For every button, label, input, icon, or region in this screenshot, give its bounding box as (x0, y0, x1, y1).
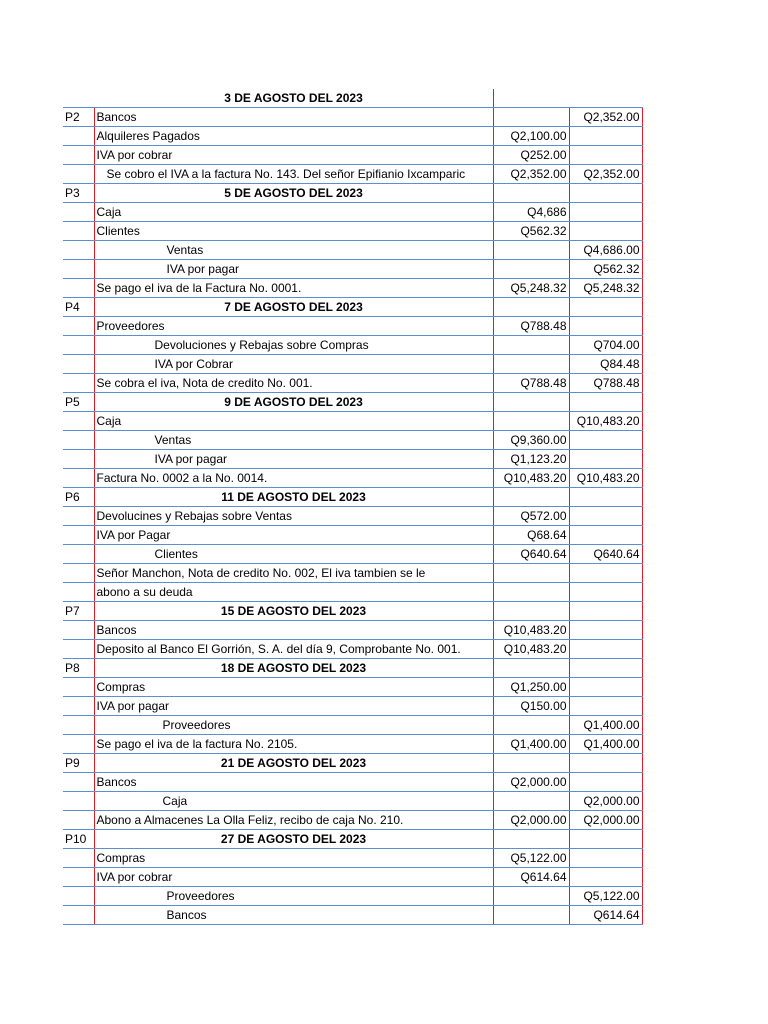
debit-amount-cell: Q1,250.00 (493, 678, 569, 697)
journal-row (63, 127, 642, 146)
account-description-cell: Se pago el iva de la factura No. 2105. (94, 735, 493, 754)
credit-amount-cell (569, 849, 642, 868)
debit-amount-cell: Q10,483.20 (493, 469, 569, 488)
credit-amount-cell: Q704.00 (569, 336, 642, 355)
account-description-cell: Clientes (94, 545, 493, 564)
entry-code-cell (63, 906, 94, 925)
date-header-row (63, 298, 642, 317)
entry-code-cell (63, 89, 94, 108)
entry-code-cell (63, 127, 94, 146)
credit-amount-cell (569, 583, 642, 602)
credit-amount-cell: Q10,483.20 (569, 412, 642, 431)
journal-row (63, 526, 642, 545)
credit-amount-cell (569, 507, 642, 526)
entry-code-cell (63, 374, 94, 393)
journal-row (63, 279, 642, 298)
entry-code-cell (63, 811, 94, 830)
journal-row (63, 773, 642, 792)
debit-amount-cell (493, 716, 569, 735)
debit-amount-cell: Q788.48 (493, 374, 569, 393)
account-description-cell: Se pago el iva de la Factura No. 0001. (94, 279, 493, 298)
journal-row (63, 792, 642, 811)
entry-code-cell (63, 773, 94, 792)
debit-amount-cell: Q68.64 (493, 526, 569, 545)
debit-amount-cell: Q252.00 (493, 146, 569, 165)
journal-table (63, 89, 643, 925)
debit-amount-cell (493, 260, 569, 279)
entry-code-cell (63, 146, 94, 165)
account-description-cell: Proveedores (94, 716, 493, 735)
entry-code-cell (63, 165, 94, 184)
credit-amount-cell (569, 526, 642, 545)
debit-amount-cell (493, 887, 569, 906)
journal-row (63, 545, 642, 564)
credit-amount-cell: Q10,483.20 (569, 469, 642, 488)
journal-row (63, 887, 642, 906)
debit-amount-cell (493, 792, 569, 811)
entry-code-cell (63, 412, 94, 431)
account-description-cell: Caja (94, 203, 493, 222)
entry-code-cell: P10 (63, 830, 94, 849)
entry-code-cell: P3 (63, 184, 94, 203)
debit-amount-cell: Q2,000.00 (493, 773, 569, 792)
debit-amount-cell: Q10,483.20 (493, 621, 569, 640)
debit-amount-cell (493, 412, 569, 431)
entry-code-cell (63, 507, 94, 526)
journal-row (63, 241, 642, 260)
entry-code-cell (63, 469, 94, 488)
journal-row (63, 450, 642, 469)
debit-amount-cell: Q572.00 (493, 507, 569, 526)
credit-amount-cell (569, 564, 642, 583)
journal-row (63, 374, 642, 393)
journal-row (63, 203, 642, 222)
entry-date-cell: 3 DE AGOSTO DEL 2023 (94, 89, 493, 108)
credit-amount-cell: Q640.64 (569, 545, 642, 564)
credit-amount-cell (569, 488, 642, 507)
credit-amount-cell (569, 697, 642, 716)
entry-code-cell (63, 260, 94, 279)
entry-code-cell: P6 (63, 488, 94, 507)
account-description-cell: IVA por cobrar (94, 146, 493, 165)
debit-amount-cell (493, 564, 569, 583)
credit-amount-cell (569, 393, 642, 412)
account-description-cell: Ventas (94, 431, 493, 450)
journal-row (63, 640, 642, 659)
entry-code-cell: P4 (63, 298, 94, 317)
date-header-row (63, 659, 642, 678)
credit-amount-cell (569, 431, 642, 450)
entry-code-cell (63, 336, 94, 355)
journal-row (63, 222, 642, 241)
account-description-cell: Devoluciones y Rebajas sobre Compras (94, 336, 493, 355)
journal-row (63, 678, 642, 697)
credit-amount-cell: Q788.48 (569, 374, 642, 393)
account-description-cell: Ventas (94, 241, 493, 260)
entry-date-cell: 11 DE AGOSTO DEL 2023 (94, 488, 493, 507)
credit-amount-cell (569, 146, 642, 165)
credit-amount-cell (569, 773, 642, 792)
credit-amount-cell: Q2,352.00 (569, 108, 642, 127)
account-description-cell: Se cobra el iva, Nota de credito No. 001. (94, 374, 493, 393)
account-description-cell: Compras (94, 849, 493, 868)
debit-amount-cell (493, 754, 569, 773)
credit-amount-cell: Q5,122.00 (569, 887, 642, 906)
journal-row (63, 336, 642, 355)
entry-code-cell (63, 222, 94, 241)
date-header-row (63, 89, 642, 108)
entry-code-cell (63, 716, 94, 735)
journal-row (63, 849, 642, 868)
debit-amount-cell: Q2,352.00 (493, 165, 569, 184)
credit-amount-cell (569, 659, 642, 678)
credit-amount-cell (569, 678, 642, 697)
journal-row (63, 146, 642, 165)
entry-code-cell (63, 792, 94, 811)
entry-code-cell (63, 849, 94, 868)
credit-amount-cell (569, 127, 642, 146)
account-description-cell: Bancos (94, 773, 493, 792)
account-description-cell: IVA por pagar (94, 260, 493, 279)
journal-row (63, 564, 642, 583)
debit-amount-cell: Q614.64 (493, 868, 569, 887)
credit-amount-cell (569, 184, 642, 203)
entry-code-cell (63, 450, 94, 469)
entry-code-cell (63, 545, 94, 564)
entry-code-cell (63, 241, 94, 260)
account-description-cell: Deposito al Banco El Gorrión, S. A. del día 9, Comprobante No. 001. (94, 640, 493, 659)
credit-amount-cell: Q2,000.00 (569, 792, 642, 811)
debit-amount-cell: Q1,123.20 (493, 450, 569, 469)
credit-amount-cell (569, 868, 642, 887)
account-description-cell: abono a su deuda (94, 583, 493, 602)
entry-code-cell (63, 279, 94, 298)
journal-row (63, 469, 642, 488)
account-description-cell: Devolucines y Rebajas sobre Ventas (94, 507, 493, 526)
credit-amount-cell: Q4,686.00 (569, 241, 642, 260)
journal-row (63, 108, 642, 127)
entry-code-cell (63, 697, 94, 716)
entry-date-cell: 18 DE AGOSTO DEL 2023 (94, 659, 493, 678)
credit-amount-cell (569, 830, 642, 849)
journal-row (63, 906, 642, 925)
debit-amount-cell (493, 355, 569, 374)
account-description-cell: Caja (94, 792, 493, 811)
account-description-cell: Compras (94, 678, 493, 697)
journal-row (63, 260, 642, 279)
date-header-row (63, 488, 642, 507)
journal-row (63, 165, 642, 184)
debit-amount-cell (493, 298, 569, 317)
debit-amount-cell: Q1,400.00 (493, 735, 569, 754)
credit-amount-cell: Q1,400.00 (569, 716, 642, 735)
journal-row (63, 355, 642, 374)
journal-row (63, 583, 642, 602)
account-description-cell: IVA por cobrar (94, 868, 493, 887)
credit-amount-cell (569, 317, 642, 336)
entry-date-cell: 21 DE AGOSTO DEL 2023 (94, 754, 493, 773)
debit-amount-cell (493, 336, 569, 355)
debit-amount-cell (493, 830, 569, 849)
account-description-cell: Proveedores (94, 887, 493, 906)
credit-amount-cell: Q2,352.00 (569, 165, 642, 184)
credit-amount-cell (569, 450, 642, 469)
debit-amount-cell: Q788.48 (493, 317, 569, 336)
account-description-cell: IVA por Pagar (94, 526, 493, 545)
credit-amount-cell: Q2,000.00 (569, 811, 642, 830)
account-description-cell: Señor Manchon, Nota de credito No. 002, El iva tambien se le (94, 564, 493, 583)
credit-amount-cell (569, 222, 642, 241)
journal-row (63, 507, 642, 526)
entry-date-cell: 27 DE AGOSTO DEL 2023 (94, 830, 493, 849)
debit-amount-cell: Q2,000.00 (493, 811, 569, 830)
credit-amount-cell: Q5,248.32 (569, 279, 642, 298)
entry-code-cell: P2 (63, 108, 94, 127)
debit-amount-cell: Q5,248.32 (493, 279, 569, 298)
entry-date-cell: 15 DE AGOSTO DEL 2023 (94, 602, 493, 621)
entry-date-cell: 5 DE AGOSTO DEL 2023 (94, 184, 493, 203)
debit-amount-cell: Q10,483.20 (493, 640, 569, 659)
account-description-cell: Bancos (94, 108, 493, 127)
journal-row (63, 735, 642, 754)
entry-code-cell (63, 526, 94, 545)
credit-amount-cell (569, 203, 642, 222)
credit-amount-cell: Q562.32 (569, 260, 642, 279)
account-description-cell: IVA por Cobrar (94, 355, 493, 374)
journal-row (63, 621, 642, 640)
entry-code-cell: P8 (63, 659, 94, 678)
debit-amount-cell (493, 241, 569, 260)
account-description-cell: Caja (94, 412, 493, 431)
journal-row (63, 811, 642, 830)
date-header-row (63, 754, 642, 773)
debit-amount-cell: Q640.64 (493, 545, 569, 564)
journal-row (63, 412, 642, 431)
debit-amount-cell: Q150.00 (493, 697, 569, 716)
debit-amount-cell: Q5,122.00 (493, 849, 569, 868)
account-description-cell: Proveedores (94, 317, 493, 336)
entry-code-cell (63, 887, 94, 906)
entry-date-cell: 9 DE AGOSTO DEL 2023 (94, 393, 493, 412)
debit-amount-cell (493, 89, 569, 108)
credit-amount-cell: Q614.64 (569, 906, 642, 925)
account-description-cell: Bancos (94, 621, 493, 640)
credit-amount-cell (569, 621, 642, 640)
entry-code-cell: P9 (63, 754, 94, 773)
credit-amount-cell (569, 298, 642, 317)
date-header-row (63, 602, 642, 621)
debit-amount-cell: Q2,100.00 (493, 127, 569, 146)
account-description-cell: Factura No. 0002 a la No. 0014. (94, 469, 493, 488)
debit-amount-cell (493, 602, 569, 621)
journal-row (63, 431, 642, 450)
credit-amount-cell: Q84.48 (569, 355, 642, 374)
entry-code-cell (63, 317, 94, 336)
debit-amount-cell (493, 184, 569, 203)
credit-amount-cell (569, 602, 642, 621)
debit-amount-cell (493, 583, 569, 602)
entry-code-cell (63, 640, 94, 659)
entry-code-cell (63, 564, 94, 583)
account-description-cell: Clientes (94, 222, 493, 241)
account-description-cell: IVA por pagar (94, 450, 493, 469)
entry-code-cell (63, 621, 94, 640)
journal-row (63, 317, 642, 336)
date-header-row (63, 393, 642, 412)
credit-amount-cell (569, 640, 642, 659)
debit-amount-cell: Q9,360.00 (493, 431, 569, 450)
journal-row (63, 697, 642, 716)
debit-amount-cell: Q562.32 (493, 222, 569, 241)
entry-code-cell (63, 355, 94, 374)
account-description-cell: IVA por pagar (94, 697, 493, 716)
credit-amount-cell: Q1,400.00 (569, 735, 642, 754)
entry-code-cell (63, 868, 94, 887)
journal-row (63, 868, 642, 887)
entry-code-cell (63, 431, 94, 450)
debit-amount-cell (493, 108, 569, 127)
account-description-cell: Bancos (94, 906, 493, 925)
entry-code-cell (63, 735, 94, 754)
credit-amount-cell (569, 89, 642, 108)
entry-date-cell: 7 DE AGOSTO DEL 2023 (94, 298, 493, 317)
entry-code-cell (63, 678, 94, 697)
entry-code-cell: P5 (63, 393, 94, 412)
debit-amount-cell (493, 659, 569, 678)
account-description-cell: Alquileres Pagados (94, 127, 493, 146)
entry-code-cell (63, 203, 94, 222)
journal-body (63, 89, 642, 925)
date-header-row (63, 830, 642, 849)
entry-code-cell (63, 583, 94, 602)
debit-amount-cell (493, 393, 569, 412)
debit-amount-cell (493, 488, 569, 507)
debit-amount-cell (493, 906, 569, 925)
account-description-cell: Abono a Almacenes La Olla Feliz, recibo de caja No. 210. (94, 811, 493, 830)
account-description-cell: Se cobro el IVA a la factura No. 143. Del señor Epifianio Ixcamparic (94, 165, 493, 184)
entry-code-cell: P7 (63, 602, 94, 621)
debit-amount-cell: Q4,686 (493, 203, 569, 222)
date-header-row (63, 184, 642, 203)
credit-amount-cell (569, 754, 642, 773)
journal-row (63, 716, 642, 735)
